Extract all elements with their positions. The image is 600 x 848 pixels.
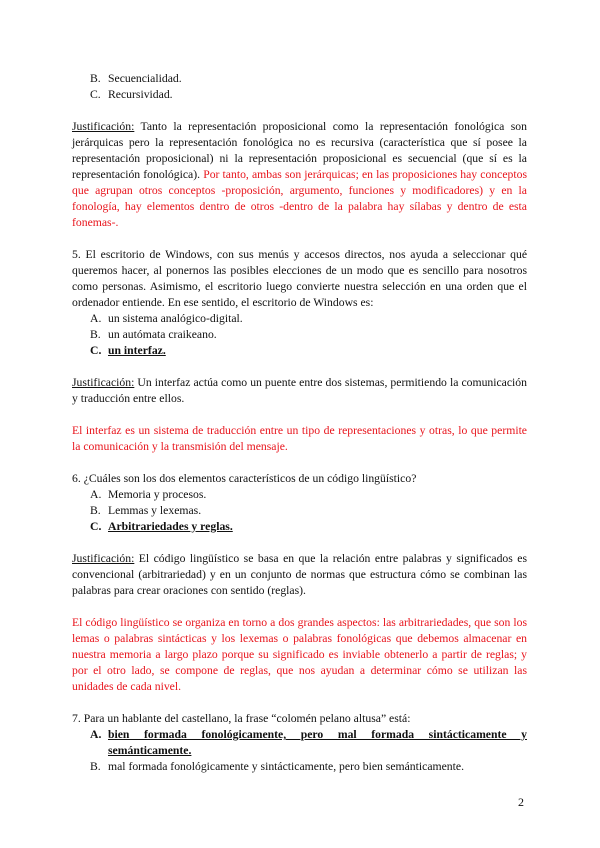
option-text: un sistema analógico-digital. [108,312,243,325]
page-number: 2 [518,795,524,809]
option-letter: C. [90,344,102,357]
option-letter: C. [90,88,101,101]
option-text: bien formada fonológicamente, pero mal formada sintácticamente y semánticamente. [108,728,527,757]
q5-option-a [72,311,527,327]
justification-text: El código lingüístico se basa en que la relación entre palabras y significados es convencional (arbitrariedad) y en un conjunto de normas que estructura cómo se combinan las palabras para crear oraciones con sentido (reglas). [72,552,527,597]
question-7: 7. Para un hablante del castellano, la frase “colomén pelano altusa” está: [72,712,411,725]
q6-justification [72,551,527,599]
q5-option-b [72,327,527,343]
option-text: un interfaz. [108,344,166,357]
question-5: 5. El escritorio de Windows, con sus menús y accesos directos, nos ayuda a seleccionar qué queremos hacer, al ponernos las posibles elecciones de un modo que es sencillo para nosotros como personas. Asimismo, el escritorio luego convierte nuestra selección en una orden que el ordenador entiende. En ese sentido, el escritorio de Windows es: [72,248,527,309]
option-letter: C. [90,520,102,533]
option-letter: A. [90,312,102,325]
option-letter: B. [90,72,101,85]
q7-option-b [72,759,527,775]
option-text: mal formada fonológicamente y sintácticamente, pero bien semánticamente. [108,760,465,773]
option-text: un autómata craikeano. [108,328,217,341]
question-6: 6. ¿Cuáles son los dos elementos característicos de un código lingüístico? [72,472,417,485]
option-b-top [72,71,527,87]
justification-label: Justificación: [72,120,135,133]
justification-label: Justificación: [72,552,135,565]
option-letter: B. [90,504,101,517]
justification-text: Un interfaz actúa como un puente entre dos sistemas, permitiendo la comunicación y traducción entre ellos. [72,376,527,405]
document-page [72,71,527,775]
justification-1 [72,119,527,231]
option-letter: A. [90,728,102,741]
option-letter: B. [90,760,101,773]
q5-option-c-answer [72,343,527,359]
q7-option-a-answer [72,727,527,759]
option-text: Secuencialidad. [108,72,182,85]
option-text: Arbitrariedades y reglas. [108,520,233,533]
justification-label: Justificación: [72,376,135,389]
q6-option-b [72,503,527,519]
option-c-top [72,87,527,103]
option-text: Lemmas y lexemas. [108,504,202,517]
justification-text: Tanto la representación proposicional como la representación fonológica son jerárquicas pero la representación fonológica no es recursiva (característica que sí posee la representación proposicional) ni la representación proposicional es secuencial (que sí es la representación fonológica). [72,120,527,181]
q5-justification [72,375,527,407]
option-letter: A. [90,488,102,501]
q6-option-c-answer [72,519,527,535]
q6-option-a [72,487,527,503]
q5-red-note: El interfaz es un sistema de traducción entre un tipo de representaciones y otras, lo que permite la comunicación y la transmisión del mensaje. [72,424,527,453]
option-letter: B. [90,328,101,341]
justification-red-text: Por tanto, ambas son jerárquicas; en las proposiciones hay conceptos que agrupan otros conceptos -proposición, argumento, funciones y modificadores) y en la fonología, hay elementos dentro de otros -dentro de la palabra hay sílabas y dentro de esta fonemas-. [72,168,527,229]
q6-red-note: El código lingüístico se organiza en torno a dos grandes aspectos: las arbitrariedades, que son los lemas o palabras sintácticas y los lexemas o palabras fonológicas que debemos almacenar en nuestra memoria a largo plazo porque su significado es inviable obtenerlo a partir de reglas; y por el otro lado, se compone de reglas, que nos ayudan a determinar cómo se utilizan las unidades de cada nivel. [72,616,527,693]
option-text: Recursividad. [108,88,173,101]
option-text: Memoria y procesos. [108,488,207,501]
